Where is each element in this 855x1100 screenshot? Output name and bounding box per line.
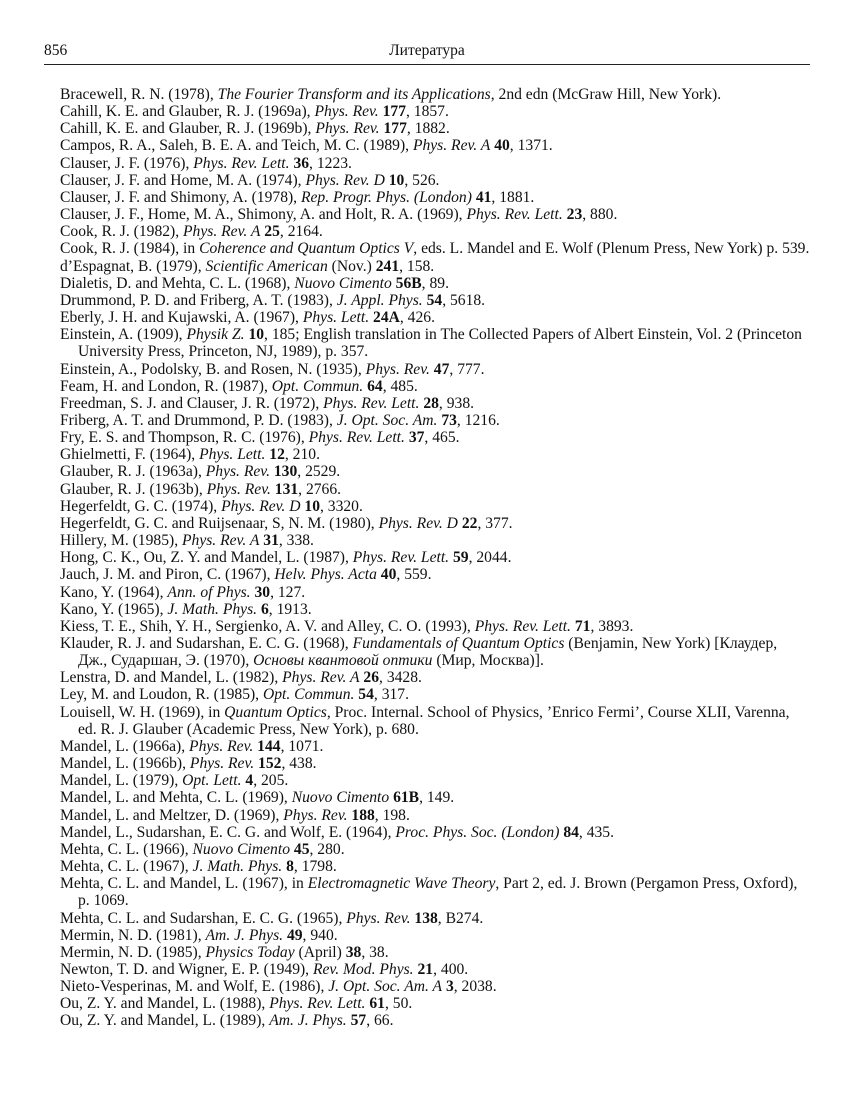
ref-volume: 10 [304,497,320,515]
ref-italic-title: Physik Z. [186,326,245,344]
ref-text: Kano, Y. (1965), [60,600,168,618]
ref-text: , 526. [404,171,440,189]
ref-italic-title: J. Opt. Soc. Am. [336,411,438,429]
ref-text: Eberly, J. H. and Kujawski, A. (1967), [60,309,303,327]
reference-entry [60,858,810,875]
ref-text: Mermin, N. D. (1985), [60,943,206,961]
ref-text: , 1857. [405,103,449,121]
ref-volume: 21 [417,960,434,978]
ref-text: , 66. [366,1012,394,1030]
ref-volume: 54 [358,686,374,704]
ref-text: Mandel, L. (1966b), [60,755,190,773]
ref-text: , 2529. [297,463,341,481]
ref-italic-title: Phys. Lett. [302,309,370,327]
ref-italic-title: Rev. Mod. Phys. [312,960,414,978]
ref-text: , 2766. [298,480,342,498]
ref-volume: 61B [393,789,420,807]
ref-italic-title: Opt. Commun. [262,686,355,704]
reference-entry [60,532,810,549]
reference-entry [60,155,810,172]
ref-text: , 485. [382,377,418,395]
reference-entry [60,223,810,240]
ref-text: Glauber, R. J. (1963a), [60,463,206,481]
ref-text: Mehta, C. L. (1966), [60,840,193,858]
ref-text: , 1881. [491,188,535,206]
ref-text: , 5618. [442,291,486,309]
ref-text: , 2nd edn (McGraw Hill, New York). [490,86,722,103]
reference-entry [60,275,810,292]
reference-entry [60,824,810,841]
ref-italic-title: Phys. Rev. D [221,497,301,515]
ref-text: Mehta, C. L. and Sudarshan, E. C. G. (1965), [60,909,347,927]
ref-italic-title: Am. J. Phys. [269,1012,347,1030]
ref-volume: 10 [248,326,265,344]
ref-italic-title: J. Appl. Phys. [336,291,423,309]
ref-text: Bracewell, R. N. (1978), [60,86,218,103]
ref-text: , 3320. [319,497,363,515]
ref-italic-title: J. Math. Phys. [167,600,258,618]
ref-italic-title: Phys. Rev. Lett. [269,995,366,1013]
reference-entry [60,704,810,738]
ref-italic-title: Phys. Rev. A [182,532,260,550]
ref-text: , 777. [449,360,485,378]
ref-text: , 38. [361,943,389,961]
ref-italic-title: Phys. Rev. D [378,514,458,532]
ref-italic-title: Nuovo Cimento [291,789,390,807]
ref-text: Newton, T. D. and Wigner, E. P. (1949), [60,960,313,978]
ref-text: Glauber, R. J. (1963b), [60,480,207,498]
ref-volume: 138 [414,909,438,927]
ref-volume: 37 [408,429,425,447]
ref-italic-title: Phys. Rev. Lett. [323,394,420,412]
ref-italic-title: Phys. Rev. Lett. [466,206,563,224]
ref-text: , 3893. [590,617,634,635]
reference-entry [60,961,810,978]
reference-entry [60,978,810,995]
ref-volume: 45 [293,840,310,858]
ref-italic-title: Phys. Rev. A [282,669,360,687]
ref-text: Hegerfeldt, G. C. and Ruijsenaar, S, N. M. (1980), [60,514,379,532]
reference-entry [60,789,810,806]
reference-entry [60,189,810,206]
ref-text: , 1882. [406,120,450,138]
ref-italic-title: Quantum Optics [224,703,327,721]
ref-text: , 2164. [279,223,323,241]
ref-volume: 188 [351,806,375,824]
ref-text: Clauser, J. F. and Home, M. A. (1974), [60,171,306,189]
ref-volume: 73 [441,411,457,429]
ref-text: , Proc. Internal. School of Physics, ’Enrico Fermi’, Course XLII, Varenna, ed. R. J. Glauber (Academic Press, New York), p. 680. [78,703,790,738]
ref-volume: 4 [245,772,254,790]
ref-text: , Part 2, ed. J. Brown (Pergamon Press, Oxford), p. 1069. [78,875,798,910]
reference-entry [60,772,810,789]
ref-text: , 338. [278,532,314,550]
reference-entry [60,172,810,189]
ref-volume: 8 [286,858,294,876]
ref-text: Hillery, M. (1985), [60,532,182,550]
reference-entry [60,309,810,326]
ref-italic-title: Phys. Rev. A [412,137,491,155]
ref-text: , 89. [421,274,449,292]
reference-entry [60,412,810,429]
reference-entry [60,549,810,566]
ref-text: Clauser, J. F. and Shimony, A. (1978), [60,188,301,206]
reference-entry [60,258,810,275]
ref-volume: 56B [395,274,422,292]
reference-entry [60,1012,810,1029]
reference-entry [60,240,810,257]
page-number: 856 [44,42,68,59]
ref-text: Cook, R. J. (1984), in [60,240,200,258]
ref-text: Kano, Y. (1964), [60,583,168,601]
ref-text: , 377. [477,514,513,532]
ref-italic-title: Phys. Rev. [315,120,380,138]
ref-text: , 1371. [509,137,553,155]
ref-italic-title: Основы квантовой оптики [253,652,433,670]
ref-text: d’Espagnat, B. (1979), [60,257,206,275]
ref-volume: 31 [263,532,279,550]
reference-entry [60,910,810,927]
reference-entry [60,755,810,772]
reference-entry [60,361,810,378]
ref-italic-title: Phys. Rev. [346,909,411,927]
reference-entry [60,807,810,824]
ref-italic-title: Phys. Rev. [365,360,430,378]
reference-entry [60,206,810,223]
ref-text: Ley, M. and Loudon, R. (1985), [60,686,263,704]
ref-italic-title: Phys. Rev. Lett. [474,617,571,635]
ref-volume: 54 [426,291,443,309]
ref-text: Clauser, J. F. (1976), [60,154,194,172]
ref-text: Friberg, A. T. and Drummond, P. D. (1983), [60,411,337,429]
ref-volume: 131 [274,480,299,498]
ref-text: Einstein, A., Podolsky, B. and Rosen, N. (1935), [60,360,366,378]
ref-text: (April) [294,943,346,961]
ref-volume: 130 [273,463,298,481]
ref-volume: 26 [363,669,380,687]
ref-text: Dialetis, D. and Mehta, C. L. (1968), [60,274,295,292]
ref-italic-title: Rep. Progr. Phys. (London) [300,188,472,206]
ref-text: Mandel, L., Sudarshan, E. C. G. and Wolf, E. (1964), [60,823,396,841]
ref-text: , 559. [396,566,432,584]
reference-entry [60,584,810,601]
running-title: Литература [389,42,465,59]
ref-volume: 41 [475,188,492,206]
ref-volume: 177 [382,103,406,121]
ref-text: Nieto-Vesperinas, M. and Wolf, E. (1986), [60,978,329,996]
ref-text: Louisell, W. H. (1969), in [60,703,225,721]
ref-italic-title: The Fourier Transform and its Applications [217,86,491,103]
ref-volume: 38 [345,943,362,961]
ref-italic-title: Helv. Phys. Acta [274,566,377,584]
ref-text: , 280. [309,840,345,858]
ref-italic-title: Ann. of Phys. [167,583,251,601]
ref-volume: 177 [383,120,407,138]
reference-entry [60,601,810,618]
reference-entry [60,566,810,583]
ref-text: , 210. [284,446,320,464]
ref-text: , 1913. [268,600,312,618]
ref-text: Kiess, T. E., Shih, Y. H., Sergienko, A. V. and Alley, C. O. (1993), [60,617,475,635]
ref-volume: 36 [293,154,310,172]
ref-italic-title: Phys. Rev. [283,806,348,824]
ref-italic-title: J. Opt. Soc. Am. A [328,978,443,996]
ref-italic-title: Phys. Rev. [205,463,270,481]
reference-entry [60,86,810,103]
reference-entry [60,686,810,703]
ref-text: Mandel, L. and Meltzer, D. (1969), [60,806,284,824]
ref-volume: 84 [563,823,579,841]
reference-entry [60,120,810,137]
ref-text: , 426. [399,309,435,327]
ref-volume: 57 [350,1012,367,1030]
ref-text: , 938. [438,394,475,412]
ref-volume: 144 [257,737,281,755]
ref-text: , 2044. [468,549,512,567]
ref-text: Mermin, N. D. (1981), [60,926,206,944]
reference-entry [60,446,810,463]
ref-text: Einstein, A. (1909), [60,326,187,344]
ref-text: , 50. [384,995,413,1013]
ref-volume: 152 [258,755,282,773]
ref-text: , 1223. [309,154,352,172]
reference-entry [60,481,810,498]
ref-text: , 1216. [456,411,500,429]
ref-text: , 1798. [293,858,337,876]
ref-text: , 465. [424,429,460,447]
ref-text: , 438. [281,755,317,773]
reference-entry [60,429,810,446]
ref-text: , 940. [302,926,338,944]
ref-volume: 10 [388,171,405,189]
ref-text: Mehta, C. L. and Mandel, L. (1967), in [60,875,308,893]
ref-volume: 28 [423,394,439,412]
ref-text: , B274. [437,909,484,927]
ref-text: , 880. [582,206,618,224]
ref-text: , 317. [373,686,409,704]
reference-entry [60,498,810,515]
reference-entry [60,944,810,961]
ref-volume: 40 [494,137,510,155]
reference-list [60,86,810,1030]
ref-text: , 185; English translation in The Collected Papers of Albert Einstein, Vol. 2 (Princeton University Press, Princeton, NJ, 1989), p. 357. [78,326,802,361]
ref-italic-title: Scientific American [205,257,328,275]
ref-italic-title: Phys. Rev. [314,103,379,121]
ref-volume: 12 [269,446,285,464]
ref-text: Jauch, J. M. and Piron, C. (1967), [60,566,275,584]
ref-volume: 24A [373,309,400,327]
ref-text: , 1071. [280,737,324,755]
ref-volume: 30 [254,583,271,601]
ref-text: , 435. [578,823,614,841]
ref-italic-title: Proc. Phys. Soc. (London) [395,823,560,841]
ref-italic-title: Phys. Rev. Lett. [308,429,405,447]
reference-entry [60,635,810,669]
ref-italic-title: Electromagnetic Wave Theory [307,875,496,893]
ref-italic-title: Physics Today [205,943,295,961]
ref-volume: 64 [367,377,383,395]
ref-text: Ou, Z. Y. and Mandel, L. (1988), [60,995,270,1013]
ref-text: Fry, E. S. and Thompson, R. C. (1976), [60,429,309,447]
ref-text: Feam, H. and London, R. (1987), [60,377,272,395]
ref-text: , 2038. [453,978,497,996]
ref-text: Ghielmetti, F. (1964), [60,446,200,464]
reference-entry [60,995,810,1012]
ref-italic-title: Phys. Rev. Lett. [193,154,290,172]
ref-text: Freedman, S. J. and Clauser, J. R. (1972), [60,394,324,412]
ref-italic-title: Am. J. Phys. [205,926,284,944]
reference-entry [60,875,810,909]
ref-volume: 47 [433,360,450,378]
ref-volume: 59 [452,549,469,567]
ref-text: (Мир, Москва)]. [432,652,544,670]
reference-entry [60,326,810,360]
ref-text: , 205. [253,772,289,790]
ref-italic-title: Phys. Rev. [189,737,254,755]
ref-italic-title: Phys. Rev. Lett. [352,549,450,567]
ref-text: Cook, R. J. (1982), [60,223,184,241]
ref-volume: 40 [380,566,397,584]
ref-text: Mehta, C. L. (1967), [60,858,193,876]
ref-text: , 158. [399,257,435,275]
ref-text: , 198. [374,806,410,824]
ref-text: Lenstra, D. and Mandel, L. (1982), [60,669,283,687]
ref-volume: 25 [264,223,280,241]
ref-text: , 149. [419,789,455,807]
reference-entry [60,463,810,480]
ref-text: (Benjamin, New York) [Клаудер, Дж., Сударшан, Э. (1970), [78,635,778,670]
reference-entry [60,378,810,395]
reference-entry [60,292,810,309]
ref-text: Mandel, L. and Mehta, C. L. (1969), [60,789,292,807]
ref-text: Cahill, K. E. and Glauber, R. J. (1969a), [60,103,315,121]
reference-entry [60,841,810,858]
reference-entry [60,515,810,532]
reference-entry [60,618,810,635]
ref-volume: 3 [445,978,454,996]
ref-text: Mandel, L. (1966a), [60,737,190,755]
ref-italic-title: Opt. Commun. [271,377,364,395]
ref-volume: 61 [369,995,385,1013]
reference-entry [60,927,810,944]
ref-volume: 241 [375,257,400,275]
ref-italic-title: Fundamentals of Quantum Optics [352,635,565,652]
ref-volume: 23 [566,206,583,224]
ref-italic-title: Phys. Rev. D [305,171,385,189]
ref-volume: 49 [286,926,303,944]
ref-text: , 3428. [379,669,422,687]
ref-text: Mandel, L. (1979), [60,772,183,790]
ref-text: , 400. [433,960,469,978]
ref-text: Clauser, J. F., Home, M. A., Shimony, A. and Holt, R. A. (1969), [60,206,467,224]
ref-text: Drummond, P. D. and Friberg, A. T. (1983), [60,291,337,309]
reference-entry [60,103,810,120]
ref-italic-title: Nuovo Cimento [192,840,290,858]
ref-text: Ou, Z. Y. and Mandel, L. (1989), [60,1012,270,1030]
ref-italic-title: J. Math. Phys. [192,858,283,876]
ref-volume: 6 [260,600,269,618]
ref-italic-title: Opt. Lett. [182,772,242,790]
ref-italic-title: Nuovo Cimento [294,274,392,292]
ref-text: , eds. L. Mandel and E. Wolf (Plenum Press, New York) p. 539. [413,240,810,258]
reference-entry [60,669,810,686]
reference-entry [60,395,810,412]
ref-italic-title: Phys. Rev. A [183,223,261,241]
ref-text: (Nov.) [327,257,376,275]
ref-text: Klauder, R. J. and Sudarshan, E. C. G. (1968), [60,635,353,652]
ref-volume: 71 [574,617,591,635]
page-header [44,42,810,65]
ref-text: Campos, R. A., Saleh, B. E. A. and Teich, M. C. (1989), [60,137,413,155]
ref-italic-title: Phys. Rev. [189,755,255,773]
ref-italic-title: Coherence and Quantum Optics V [199,240,414,258]
ref-italic-title: Phys. Rev. [206,480,271,498]
ref-text: Hegerfeldt, G. C. (1974), [60,497,222,515]
reference-entry [60,738,810,755]
ref-text: Cahill, K. E. and Glauber, R. J. (1969b), [60,120,316,138]
ref-italic-title: Phys. Lett. [199,446,266,464]
ref-text: , 127. [270,583,306,601]
ref-volume: 22 [461,514,478,532]
ref-text: Hong, C. K., Ou, Z. Y. and Mandel, L. (1987), [60,549,353,567]
reference-entry [60,137,810,154]
